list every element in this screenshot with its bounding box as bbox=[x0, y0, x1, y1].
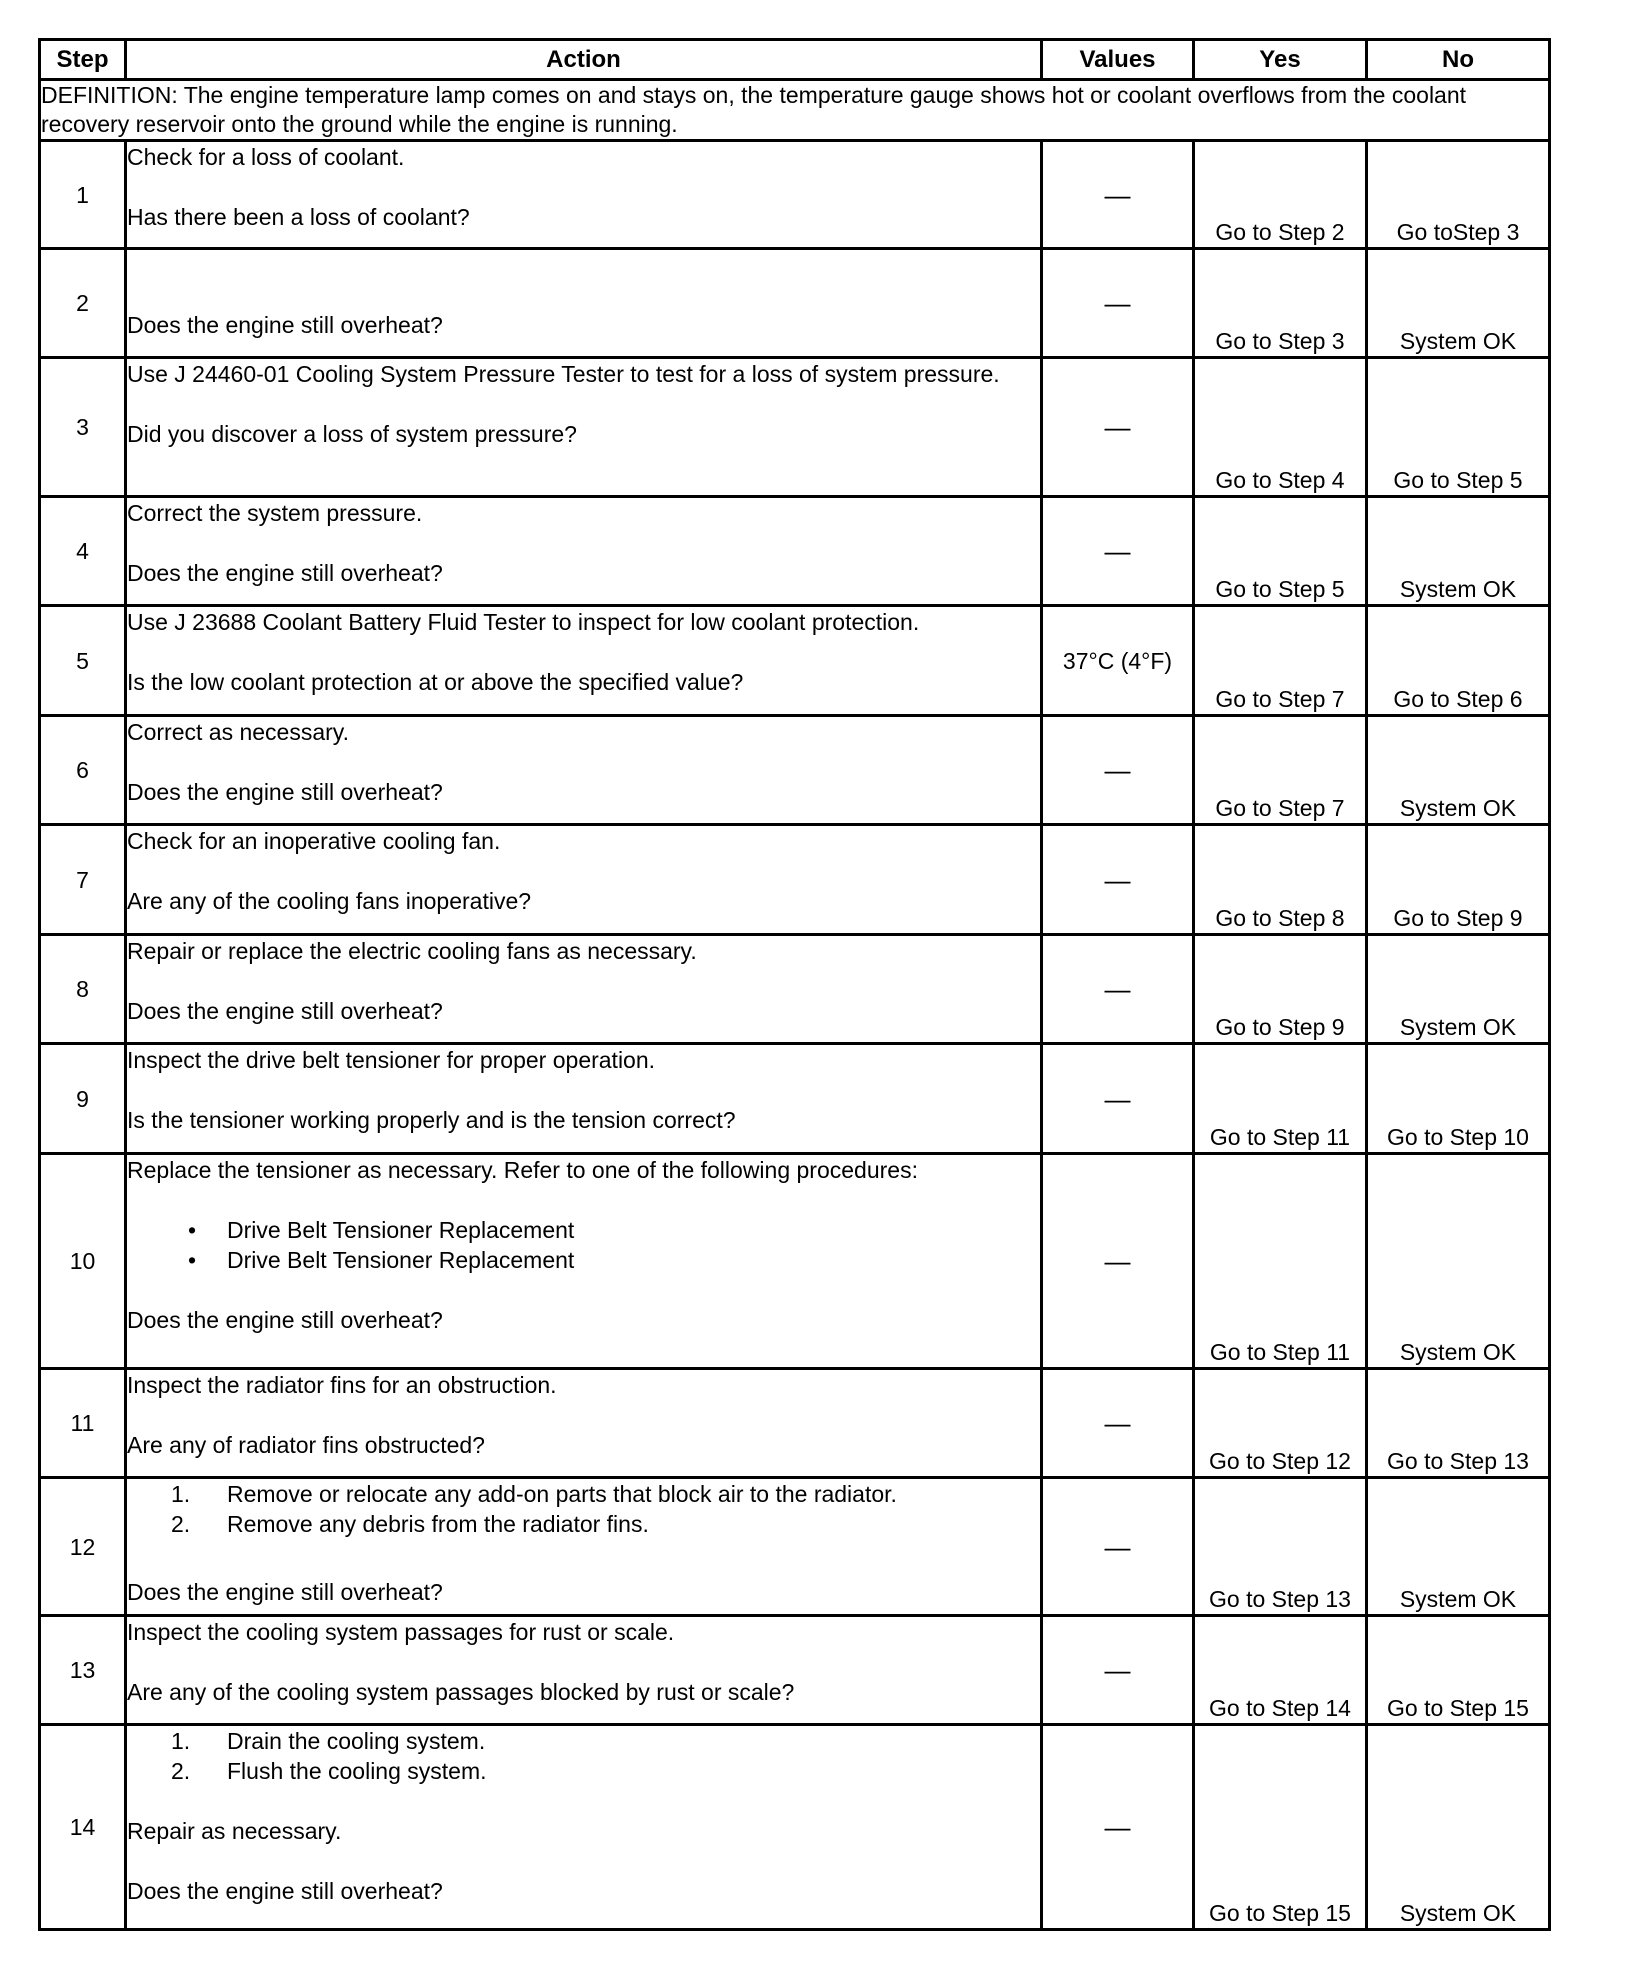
yes-result: Go to Step 4 bbox=[1194, 358, 1367, 497]
step-number: 11 bbox=[40, 1369, 126, 1478]
value-cell: — bbox=[1042, 358, 1194, 497]
header-values: Values bbox=[1042, 40, 1194, 80]
action-text: Use J 24460-01 Cooling System Pressure Tester to test for a loss of system pressure. bbox=[127, 361, 1000, 387]
action-text: Correct the system pressure. bbox=[127, 500, 423, 526]
list-number: 2. bbox=[171, 1758, 191, 1784]
action-question: Are any of the cooling fans inoperative? bbox=[127, 888, 532, 914]
bullet-icon: • bbox=[187, 1217, 197, 1243]
value-cell: 37°C (4°F) bbox=[1042, 606, 1194, 716]
list-number: 1. bbox=[171, 1728, 191, 1754]
table-row bbox=[40, 1044, 1550, 1154]
action-question: Does the engine still overheat? bbox=[127, 1878, 443, 1904]
diagnostic-table bbox=[38, 38, 1551, 1931]
header-yes: Yes bbox=[1194, 40, 1367, 80]
action-cell bbox=[126, 141, 1042, 249]
action-cell bbox=[126, 716, 1042, 825]
table-row bbox=[40, 1154, 1550, 1369]
action-text: Inspect the radiator fins for an obstruction. bbox=[127, 1372, 557, 1398]
no-result: Go to Step 10 bbox=[1367, 1044, 1550, 1154]
table-row bbox=[40, 606, 1550, 716]
action-cell bbox=[126, 497, 1042, 606]
list-number: 2. bbox=[171, 1511, 191, 1537]
action-cell bbox=[126, 249, 1042, 358]
table-row bbox=[40, 825, 1550, 935]
numbered-list bbox=[127, 1726, 1040, 1786]
yes-result: Go to Step 3 bbox=[1194, 249, 1367, 358]
action-question: Does the engine still overheat? bbox=[127, 1579, 443, 1605]
no-result: System OK bbox=[1367, 1154, 1550, 1369]
no-result: System OK bbox=[1367, 935, 1550, 1044]
table-row bbox=[40, 1369, 1550, 1478]
value-cell: — bbox=[1042, 141, 1194, 249]
value-cell: — bbox=[1042, 1369, 1194, 1478]
action-text: Check for a loss of coolant. bbox=[127, 144, 405, 170]
step-number: 12 bbox=[40, 1478, 126, 1616]
no-result: Go to Step 13 bbox=[1367, 1369, 1550, 1478]
step-number: 14 bbox=[40, 1725, 126, 1930]
header-no: No bbox=[1367, 40, 1550, 80]
step-number: 4 bbox=[40, 497, 126, 606]
action-cell bbox=[126, 1044, 1042, 1154]
step-number: 10 bbox=[40, 1154, 126, 1369]
action-cell bbox=[126, 1478, 1042, 1616]
action-text: Repair or replace the electric cooling fans as necessary. bbox=[127, 938, 697, 964]
action-text: Correct as necessary. bbox=[127, 719, 349, 745]
table-row bbox=[40, 249, 1550, 358]
no-result: Go toStep 3 bbox=[1367, 141, 1550, 249]
step-number: 8 bbox=[40, 935, 126, 1044]
table-row bbox=[40, 141, 1550, 249]
no-result: System OK bbox=[1367, 1725, 1550, 1930]
step-number: 7 bbox=[40, 825, 126, 935]
numbered-list bbox=[127, 1479, 1040, 1539]
table-row bbox=[40, 497, 1550, 606]
yes-result: Go to Step 12 bbox=[1194, 1369, 1367, 1478]
list-item bbox=[127, 1509, 1040, 1539]
list-text: Remove or relocate any add-on parts that block air to the radiator. bbox=[227, 1481, 897, 1507]
bullet-icon: • bbox=[187, 1247, 197, 1273]
header-step: Step bbox=[40, 40, 126, 80]
value-cell: — bbox=[1042, 825, 1194, 935]
no-result: System OK bbox=[1367, 249, 1550, 358]
action-question: Does the engine still overheat? bbox=[127, 998, 443, 1024]
action-text: Inspect the cooling system passages for rust or scale. bbox=[127, 1619, 675, 1645]
list-text: Flush the cooling system. bbox=[227, 1758, 487, 1784]
action-text: Check for an inoperative cooling fan. bbox=[127, 828, 501, 854]
no-result: System OK bbox=[1367, 716, 1550, 825]
action-question: Is the low coolant protection at or above the specified value? bbox=[127, 669, 744, 695]
yes-result: Go to Step 14 bbox=[1194, 1616, 1367, 1725]
step-number: 9 bbox=[40, 1044, 126, 1154]
action-question: Does the engine still overheat? bbox=[127, 1307, 443, 1333]
no-result: Go to Step 5 bbox=[1367, 358, 1550, 497]
action-question: Does the engine still overheat? bbox=[127, 560, 443, 586]
action-text: Replace the tensioner as necessary. Refer to one of the following procedures: bbox=[127, 1157, 918, 1183]
action-question: Did you discover a loss of system pressure? bbox=[127, 421, 577, 447]
action-cell bbox=[126, 825, 1042, 935]
no-result: Go to Step 6 bbox=[1367, 606, 1550, 716]
value-cell: — bbox=[1042, 1154, 1194, 1369]
value-cell: — bbox=[1042, 1044, 1194, 1154]
table-row bbox=[40, 935, 1550, 1044]
yes-result: Go to Step 8 bbox=[1194, 825, 1367, 935]
action-question: Does the engine still overheat? bbox=[127, 779, 443, 805]
no-result: Go to Step 9 bbox=[1367, 825, 1550, 935]
action-question: Does the engine still overheat? bbox=[127, 312, 443, 338]
table-row bbox=[40, 1725, 1550, 1930]
value-cell: — bbox=[1042, 1616, 1194, 1725]
yes-result: Go to Step 5 bbox=[1194, 497, 1367, 606]
table-row bbox=[40, 358, 1550, 497]
header-row bbox=[40, 40, 1550, 80]
value-cell: — bbox=[1042, 716, 1194, 825]
procedure-text: Drive Belt Tensioner Replacement bbox=[227, 1217, 575, 1243]
yes-result: Go to Step 11 bbox=[1194, 1044, 1367, 1154]
procedure-text: Drive Belt Tensioner Replacement bbox=[227, 1247, 575, 1273]
list-text: Remove any debris from the radiator fins. bbox=[227, 1511, 649, 1537]
step-number: 6 bbox=[40, 716, 126, 825]
procedure-list bbox=[127, 1215, 1040, 1275]
value-cell: — bbox=[1042, 935, 1194, 1044]
step-number: 2 bbox=[40, 249, 126, 358]
action-cell bbox=[126, 935, 1042, 1044]
no-result: System OK bbox=[1367, 1478, 1550, 1616]
value-cell: — bbox=[1042, 1478, 1194, 1616]
yes-result: Go to Step 7 bbox=[1194, 606, 1367, 716]
step-number: 3 bbox=[40, 358, 126, 497]
action-cell bbox=[126, 606, 1042, 716]
table-row bbox=[40, 1478, 1550, 1616]
list-text: Drain the cooling system. bbox=[227, 1728, 486, 1754]
action-cell bbox=[126, 1725, 1042, 1930]
list-item bbox=[127, 1479, 1040, 1509]
yes-result: Go to Step 11 bbox=[1194, 1154, 1367, 1369]
yes-result: Go to Step 13 bbox=[1194, 1478, 1367, 1616]
yes-result: Go to Step 15 bbox=[1194, 1725, 1367, 1930]
procedure-link[interactable] bbox=[127, 1245, 1040, 1275]
value-cell: — bbox=[1042, 497, 1194, 606]
action-cell bbox=[126, 1154, 1042, 1369]
action-note: Repair as necessary. bbox=[127, 1818, 342, 1844]
definition-text: DEFINITION: The engine temperature lamp comes on and stays on, the temperature gauge shows hot or coolant overflows from the coolant recovery reservoir onto the ground while the engine is running. bbox=[40, 80, 1550, 141]
step-number: 13 bbox=[40, 1616, 126, 1725]
step-number: 5 bbox=[40, 606, 126, 716]
list-item bbox=[127, 1756, 1040, 1786]
yes-result: Go to Step 9 bbox=[1194, 935, 1367, 1044]
header-action: Action bbox=[126, 40, 1042, 80]
no-result: Go to Step 15 bbox=[1367, 1616, 1550, 1725]
action-text: Use J 23688 Coolant Battery Fluid Tester to inspect for low coolant protection. bbox=[127, 609, 920, 635]
value-cell: — bbox=[1042, 1725, 1194, 1930]
no-result: System OK bbox=[1367, 497, 1550, 606]
list-item bbox=[127, 1726, 1040, 1756]
table-row bbox=[40, 716, 1550, 825]
action-cell bbox=[126, 1369, 1042, 1478]
action-question: Has there been a loss of coolant? bbox=[127, 204, 470, 230]
action-question: Are any of radiator fins obstructed? bbox=[127, 1432, 485, 1458]
table-row bbox=[40, 1616, 1550, 1725]
yes-result: Go to Step 7 bbox=[1194, 716, 1367, 825]
action-question: Are any of the cooling system passages blocked by rust or scale? bbox=[127, 1679, 795, 1705]
action-question: Is the tensioner working properly and is the tension correct? bbox=[127, 1107, 736, 1133]
yes-result: Go to Step 2 bbox=[1194, 141, 1367, 249]
procedure-link[interactable] bbox=[127, 1215, 1040, 1245]
definition-row bbox=[40, 80, 1550, 141]
list-number: 1. bbox=[171, 1481, 191, 1507]
action-cell bbox=[126, 358, 1042, 497]
action-cell bbox=[126, 1616, 1042, 1725]
value-cell: — bbox=[1042, 249, 1194, 358]
action-text: Inspect the drive belt tensioner for proper operation. bbox=[127, 1047, 656, 1073]
step-number: 1 bbox=[40, 141, 126, 249]
